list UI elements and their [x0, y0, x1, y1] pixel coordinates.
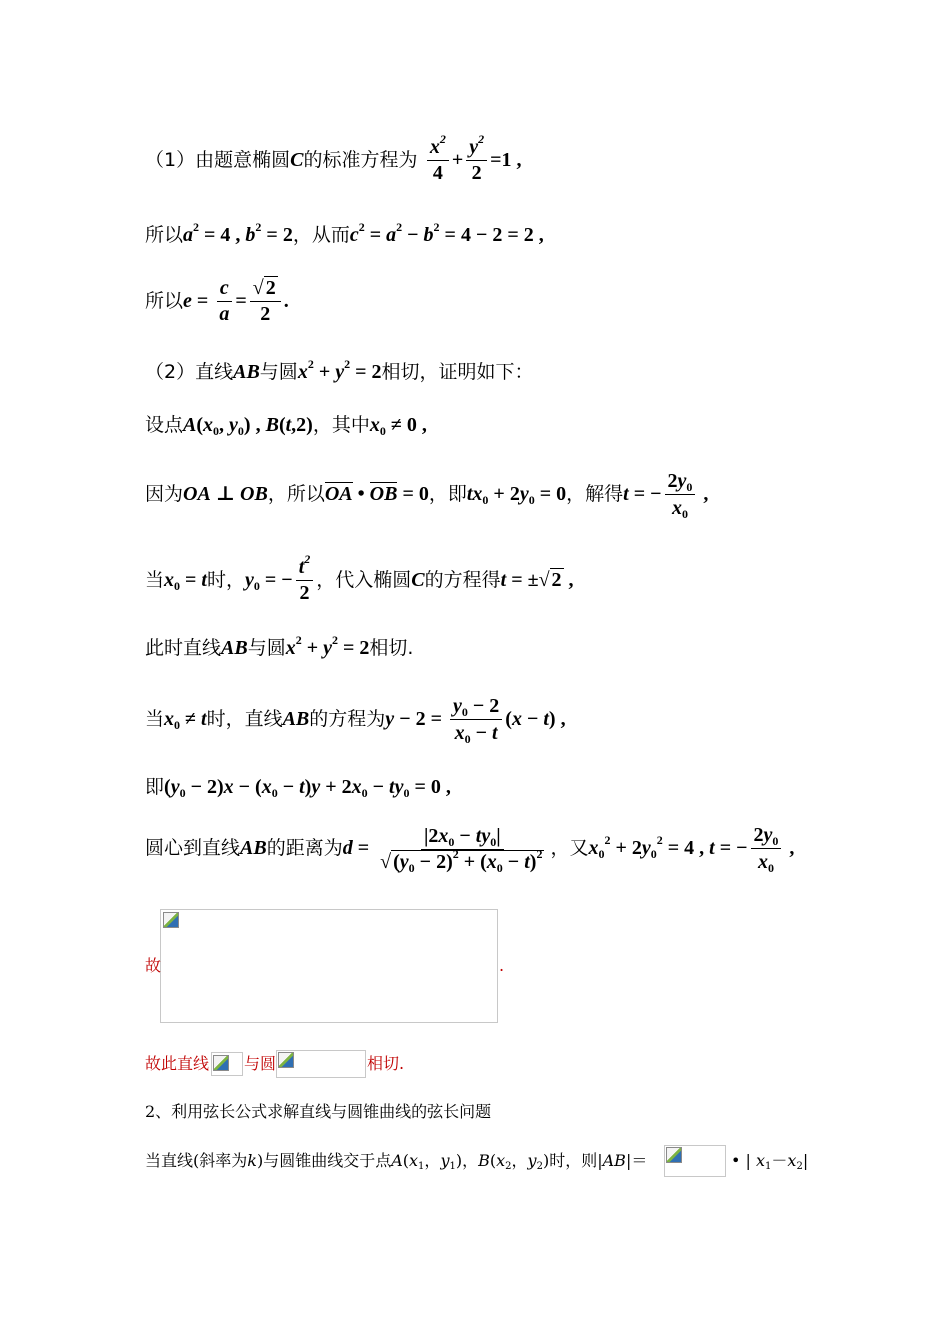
conclusion-line: 故此直线: [145, 1054, 210, 1073]
line-general-form: 即$(y_0 - 2)x - (x_0 - t)y + 2x_0 - ty_0 = 0$ ,: [145, 776, 451, 800]
broken-image-icon: [278, 1052, 294, 1068]
chord-length-line: 当直线(斜率为k)与圆锥曲线交于点$A(x_1$，$y_1$)，$B(x_2$，$y_2$)时，则|AB|＝: [145, 1151, 648, 1172]
chord-tail: • | $x_1-x_2|$: [731, 1151, 809, 1172]
fraction: $\frac{y^2}{2}$: [466, 137, 487, 184]
broken-image-icon: [163, 912, 179, 928]
line-case-equal: 当$x_0 = t$时，$y_0$ = − $\frac{t^2}{2}$ ，代入椭圆C的方程得t = ±√ 2 ,: [145, 552, 574, 604]
with-circle-text: 与圆: [244, 1054, 277, 1073]
broken-image-icon: [666, 1147, 682, 1163]
tangent-end-text: 相切.: [367, 1054, 405, 1073]
section-title: 2、利用弦长公式求解直线与圆锥曲线的弦长问题: [145, 1102, 492, 1121]
line-a-b-c-values: 所以$a^2 = 4$ , $b^2 = 2$，从而$c^2 = a^2 - b^2 = 4 - 2 = 2$ ,: [145, 220, 544, 246]
line-set-points: 设点$A(x_0$, $y_0$) , B(t,2)，其中$x_0 \ne 0$ ,: [145, 414, 427, 438]
line-ellipse-equation: （1）由题意椭圆C的标准方程为 $\frac{x^2}{4}$ + $\frac{y^2}{2}$ =1 ,: [145, 132, 522, 184]
line-tangent-case1: 此时直线AB与圆$x^2 + y^2 = 2$相切.: [145, 633, 414, 659]
therefore-text: 故: [145, 956, 162, 975]
line-eccentricity: 所以e = $\frac{c}{a}$ = $\frac{√ 2}{2}$ .: [145, 277, 289, 325]
line-distance: 圆心到直线AB的距离为d = $\frac{|2x_0 - ty_0|}{√ (y_0 - 2)^2 + (x_0 - t)^2}$ ，又$x_0^2 + 2y_0^2 = 4$ , t = − $\frac{2y_0}{x_0}$ ,: [145, 824, 795, 875]
line-part2-claim: （2）直线AB与圆$x^2 + y^2 = 2$相切，证明如下：: [145, 357, 534, 383]
line-case-not-equal: 当$x_0 \ne t$时，直线AB的方程为y − 2 = $\frac{y_0 - 2}{x_0 - t}$ (x − t) ,: [145, 695, 566, 746]
fraction: $\frac{x^2}{4}$: [427, 137, 449, 184]
broken-image-frame: [160, 909, 498, 1023]
therefore-period: .: [499, 956, 505, 975]
broken-image-icon: [213, 1055, 229, 1071]
line-perpendicular: 因为OA ⊥ OB，所以OA • OB = 0，即$tx_0 + 2y_0 = 0$，解得t = − $\frac{2y_0}{x_0}$ ,: [145, 470, 709, 521]
